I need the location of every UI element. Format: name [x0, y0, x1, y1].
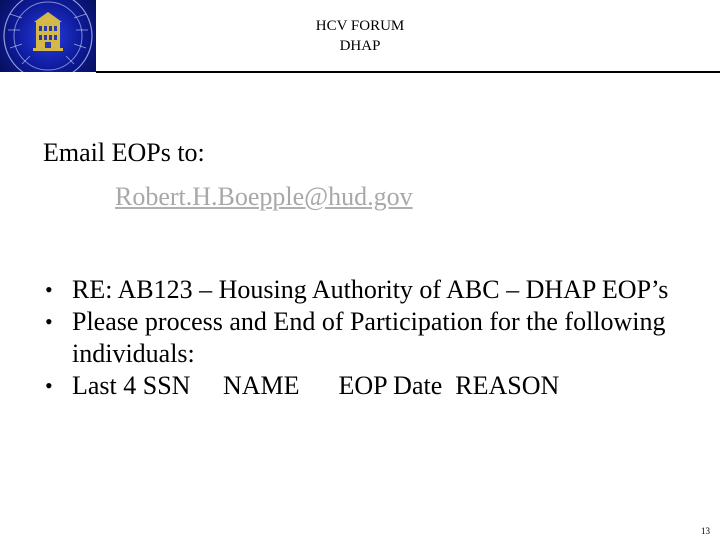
email-instruction: Email EOPs to: — [43, 138, 205, 167]
bullet-icon: • — [45, 277, 53, 302]
bullet-item-re — [45, 274, 705, 306]
hud-seal-icon — [0, 0, 96, 72]
header-divider — [96, 71, 720, 73]
slide-header — [210, 16, 510, 56]
bullet-item-request — [45, 306, 705, 370]
hud-seal-logo — [0, 0, 96, 72]
bullet-text: RE: AB123 – Housing Authority of ABC – DHAP EOP’s — [72, 275, 669, 304]
header-line-program: DHAP — [339, 38, 381, 54]
email-link[interactable]: Robert.H.Boepple@hud.gov — [115, 182, 413, 211]
page-number: 13 — [701, 526, 710, 536]
bullet-icon: • — [45, 309, 53, 334]
bullet-text: Last 4 SSN NAME EOP Date REASON — [72, 371, 560, 400]
header-line-forum: HCV FORUM — [315, 18, 405, 34]
bullet-text: Please process and End of Participation for the following individuals: — [72, 307, 666, 368]
bullet-list — [45, 274, 705, 402]
bullet-item-columns — [45, 370, 705, 402]
bullet-icon: • — [45, 373, 53, 398]
